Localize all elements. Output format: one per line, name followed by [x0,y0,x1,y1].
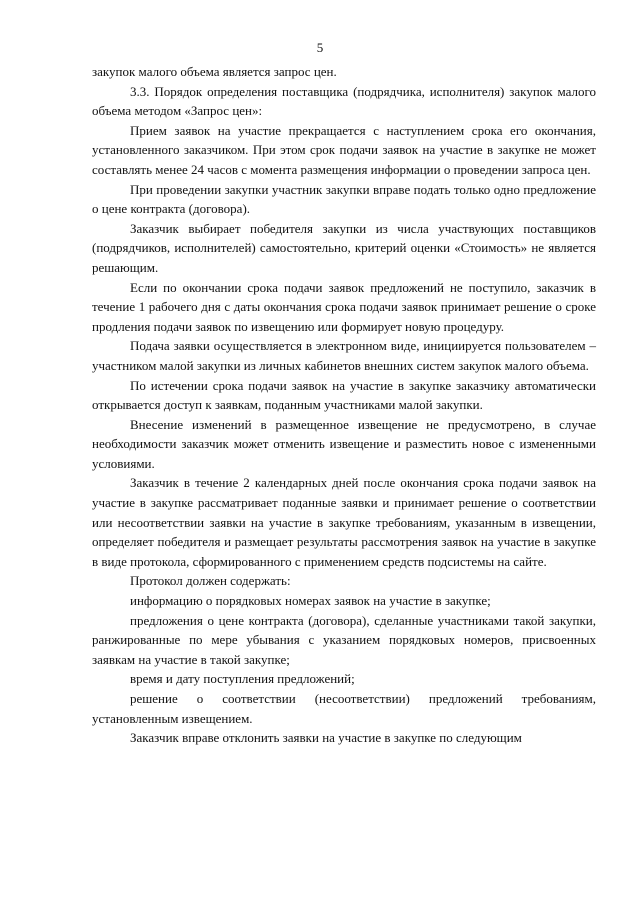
list-item: время и дату поступления предложений; [130,671,355,687]
list-item: предложения о цене контракта (договора), сделанные участниками такой закупки, ранжированные по мере убывания с указанием порядковых номеров, присвоенных заявкам на участие в такой закупке; [92,612,596,667]
section-heading: 3.3. Порядок определения поставщика (подрядчика, исполнителя) закупок малого объема методом «Запрос цен»: [92,83,596,119]
paragraph: Если по окончании срока подачи заявок предложений не поступило, заказчик в течение 1 рабочего дня с даты окончания срока подачи заявок принимает решение о сроке продления подачи заявок по извещению или формирует новую процедуру. [92,279,596,334]
paragraph: закупок малого объема является запрос цен. [92,64,337,79]
paragraph: По истечении срока подачи заявок на участие в закупке заказчику автоматически открывается доступ к заявкам, поданным участниками малой закупки. [92,377,596,413]
paragraph: Прием заявок на участие прекращается с наступлением срока его окончания, установленного заказчиком. При этом срок подачи заявок на участие в закупке не может составлять менее 24 часов с момента размещения информации о проведении запроса цен. [92,122,596,177]
paragraph: Заказчик вправе отклонить заявки на участие в закупке по следующим [130,730,522,746]
paragraph: Подача заявки осуществляется в электронном виде, инициируется пользователем – участником малой закупки из личных кабинетов внешних систем закупок малого объема. [92,338,596,373]
paragraph: Заказчик выбирает победителя закупки из числа участвующих поставщиков (подрядчиков, исполнителей) самостоятельно, критерий оценки «Стоимость» не является решающим. [92,220,596,275]
page-number: 5 [316,40,324,55]
paragraph: При проведении закупки участник закупки вправе подать только одно предложение о цене контракта (договора). [92,181,596,217]
paragraph: Заказчик в течение 2 календарных дней после окончания срока подачи заявок на участие в закупке рассматривает поданные заявки и принимает решение о соответствии или несоответствии заявки на участие в закупке требованиям, указанным в извещении, определяет победителя и размещает результаты рассмотрения заявок на участие в закупке в виде протокола, сформированного с применением средств подсистемы на сайте. [92,475,596,569]
list-item: решение о соответствии (несоответствии) предложений требованиям, установленным извещением. [92,691,596,726]
paragraph: Протокол должен содержать: [130,573,291,589]
paragraph: Внесение изменений в размещенное извещение не предусмотрено, в случае необходимости заказчик может отменить извещение и разместить новое с измененными условиями. [92,416,596,471]
document-body [92,62,596,748]
list-item: информацию о порядковых номерах заявок на участие в закупке; [130,593,491,609]
